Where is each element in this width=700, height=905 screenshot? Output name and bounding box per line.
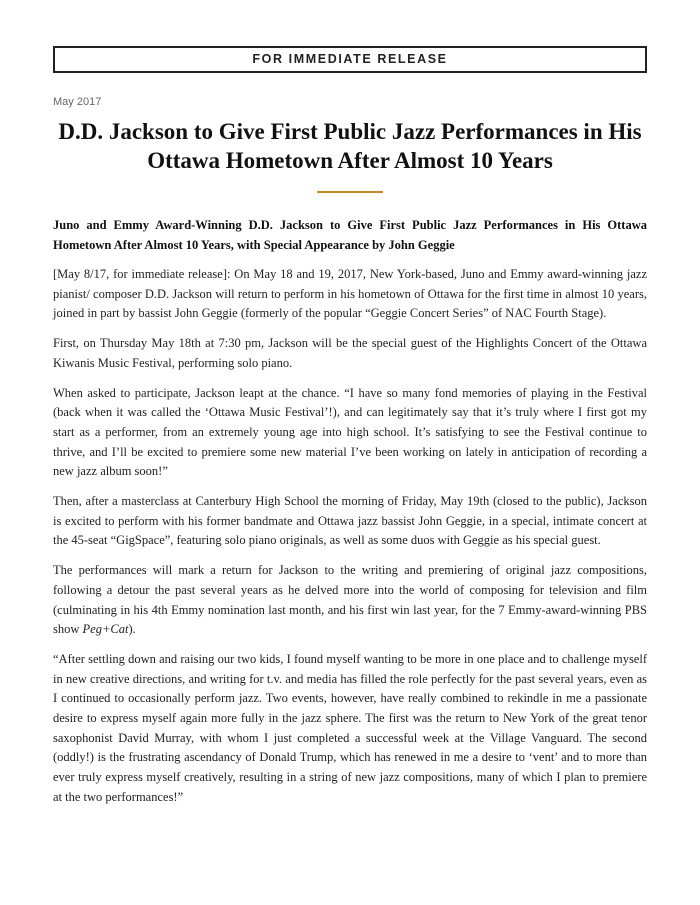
release-banner: FOR IMMEDIATE RELEASE (53, 46, 647, 73)
paragraph-4: Then, after a masterclass at Canterbury High School the morning of Friday, May 19th (closed to the public), Jackson is excited to perform with his former bandmate and Ottawa jazz bassist John Geggie, in a special, intimate concert at the 45-seat “GigSpace”, featuring solo piano originals, as well as some duos with Geggie as his special guest. (53, 494, 647, 548)
press-release-page (53, 46, 647, 808)
paragraph-3: When asked to participate, Jackson leapt at the chance. “I have so many fond memories of playing in the Festival (back when it was called the ‘Ottawa Music Festival’!), and can legitimately say that it’s truly where I first got my start as a performer, from an extremely young age into high school. It’s satisfying to see the Festival continue to thrive, and I’ll be excited to premiere some new material I’ve been working on lately in anticipation of recording a new jazz album soon!” (53, 385, 647, 479)
article-subhead: Juno and Emmy Award-Winning D.D. Jackson to Give First Public Jazz Performances in His Ottawa Hometown After Almost 10 Years, with Special Appearance by John Geggie (53, 218, 647, 252)
paragraph-5 (53, 561, 647, 640)
paragraph-1: [May 8/17, for immediate release]: On May 18 and 19, 2017, New York-based, Juno and Emmy award-winning jazz pianist/ composer D.D. Jackson will return to perform in his hometown of Ottawa for the first time in almost 10 years, joined in part by bassist John Geggie (formerly of the popular “Geggie Concert Series” of NAC Fourth Stage). (53, 267, 647, 321)
release-date: May 2017 (53, 96, 102, 108)
paragraph-2: First, on Thursday May 18th at 7:30 pm, Jackson will be the special guest of the Highlights Concert of the Ottawa Kiwanis Music Festival, performing solo piano. (53, 336, 647, 370)
paragraph-5-text: The performances will mark a return for Jackson to the writing and premiering of original jazz compositions, following a detour the past several years as he delved more into the world of composing for television and film (culminating in his 4th Emmy nomination last month, and his first win last year, for the 7 Emmy-award-winning PBS show (53, 563, 647, 637)
closing-quote-paragraph: “After settling down and raising our two kids, I found myself wanting to be more in one place and to challenge myself in new creative directions, and writing for t.v. and media has filled the role perfectly for the past several years, even as I continued to occasionally perform jazz. Two events, however, have really combined to rekindle in me a passionate desire to express myself again more fully in the jazz sphere. The first was the return to New York of the great tenor saxophonist David Murray, with whom I just completed a successful week at the Village Vanguard. The second (oddly!) is the frustrating ascendancy of Donald Trump, which has renewed in me a desire to ‘vent’ and to more than ever truly express myself creatively, resulting in a string of new jazz compositions, many of which I plan to premiere at the two performances!” (53, 651, 647, 804)
article-title: D.D. Jackson to Give First Public Jazz Performances in His Ottawa Hometown After Almost 10 Years (58, 119, 642, 173)
paragraph-5-end: ). (128, 622, 136, 637)
title-divider (317, 191, 383, 193)
show-title: Peg+Cat (82, 622, 129, 637)
